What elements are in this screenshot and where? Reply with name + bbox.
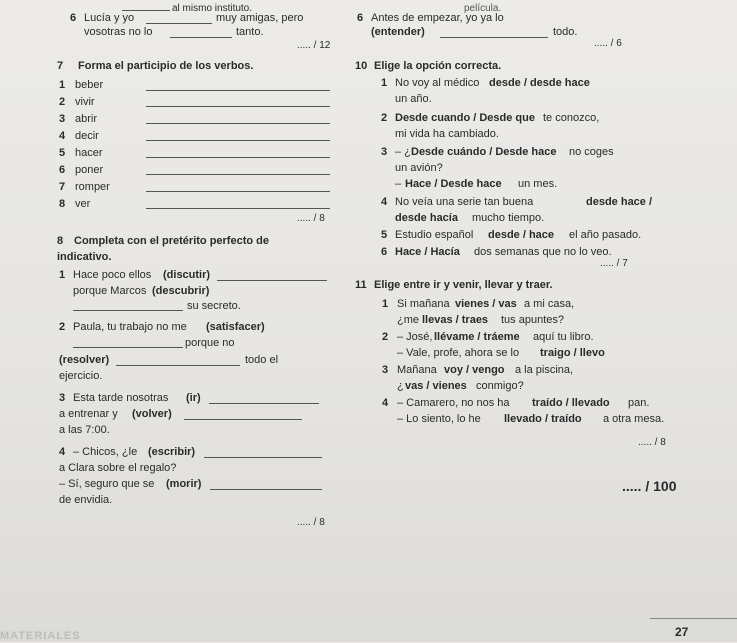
option-pair[interactable]: llevado / traído	[504, 413, 582, 425]
answer-line[interactable]	[122, 10, 170, 11]
item-text: un mes.	[518, 178, 558, 190]
item-number: 4	[59, 130, 66, 142]
item-text: vosotras no lo	[84, 26, 153, 38]
verb-label: hacer	[75, 147, 103, 159]
item-text: el año pasado.	[569, 229, 642, 241]
answer-line[interactable]	[204, 457, 322, 458]
item-text: – Vale, profe, ahora se lo	[397, 347, 520, 359]
verb-label: ver	[75, 198, 91, 210]
answer-line[interactable]	[210, 489, 322, 490]
score-box: ..... / 8	[297, 213, 325, 224]
item-text: te conozco,	[543, 112, 600, 124]
item-text: dos semanas que no lo veo.	[474, 246, 612, 258]
item-verb: (resolver)	[59, 354, 110, 366]
exercise-title: Completa con el pretérito perfecto de	[74, 235, 269, 247]
item-text: tus apuntes?	[501, 314, 564, 326]
item-number: 3	[59, 392, 66, 404]
answer-line[interactable]	[146, 208, 330, 209]
item-text: mi vida ha cambiado.	[395, 128, 499, 140]
item-text: – Sí, seguro que se	[59, 478, 155, 490]
item-text: no coges	[569, 146, 614, 158]
item-text: (entender)	[371, 26, 425, 38]
item-text: – Lo siento, lo he	[397, 413, 481, 425]
item-number: 4	[382, 397, 389, 409]
answer-line[interactable]	[146, 157, 330, 158]
answer-line[interactable]	[209, 403, 319, 404]
item-text: muy amigas, pero	[216, 12, 304, 24]
item-text: a Clara sobre el regalo?	[59, 462, 177, 474]
item-text: porque no	[185, 337, 235, 349]
item-text: a la piscina,	[515, 364, 574, 376]
item-text: Esta tarde nosotras	[73, 392, 169, 404]
item-number: 2	[59, 321, 66, 333]
exercise-title: Elige entre ir y venir, llevar y traer.	[374, 279, 553, 291]
item-number: 8	[59, 198, 66, 210]
option-pair[interactable]: vas / vienes	[405, 380, 467, 392]
answer-line[interactable]	[146, 191, 330, 192]
item-text: un avión?	[395, 162, 443, 174]
answer-line[interactable]	[146, 123, 330, 124]
page-number: 27	[675, 625, 689, 639]
item-number: 3	[59, 113, 66, 125]
item-text: todo el	[245, 354, 279, 366]
answer-line[interactable]	[146, 106, 330, 107]
verb-label: poner	[75, 164, 104, 176]
option-pair[interactable]: voy / vengo	[444, 364, 505, 376]
item-text: tanto.	[236, 26, 264, 38]
option-pair[interactable]: traigo / llevo	[540, 347, 605, 359]
item-text: de envidia.	[59, 494, 113, 506]
answer-line[interactable]	[184, 419, 302, 420]
item-number: 2	[59, 96, 66, 108]
answer-line[interactable]	[73, 310, 183, 311]
exercise-title: Forma el participio de los verbos.	[78, 60, 254, 72]
item-text: Si mañana	[397, 298, 450, 310]
total-score: ..... / 100	[622, 478, 677, 494]
item-text: su secreto.	[187, 300, 241, 312]
exercise-title: Elige la opción correcta.	[374, 60, 502, 72]
item-number: 1	[381, 77, 388, 89]
item-number: 3	[382, 364, 389, 376]
option-pair[interactable]: traído / llevado	[532, 397, 610, 409]
score-box: ..... / 8	[638, 437, 666, 448]
item-number: 6	[357, 12, 364, 24]
item-number: 1	[59, 79, 66, 91]
item-text: – José,	[397, 331, 433, 343]
item-verb: (ir)	[186, 392, 201, 404]
option-pair[interactable]: llévame / tráeme	[434, 331, 520, 343]
item-text: No voy al médico	[395, 77, 480, 89]
item-text: No veía una serie tan buena	[395, 196, 534, 208]
exercise-title: indicativo.	[57, 251, 112, 263]
footer-rule	[650, 618, 737, 619]
option-pair[interactable]: Desde cuando / Desde que	[395, 112, 535, 124]
item-verb: (volver)	[132, 408, 172, 420]
edge-text: MATERIALES	[0, 630, 81, 642]
option-pair[interactable]: llevas / traes	[422, 314, 489, 326]
score-box: ..... / 8	[297, 517, 325, 528]
verb-label: romper	[75, 181, 110, 193]
exercise-number: 8	[57, 235, 64, 247]
item-text: Mañana	[397, 364, 437, 376]
verb-label: decir	[75, 130, 99, 142]
item-number: 6	[70, 12, 77, 24]
item-text: – Camarero, no nos ha	[397, 397, 510, 409]
answer-line[interactable]	[73, 347, 183, 348]
item-text: Antes de empezar, yo ya lo	[371, 12, 504, 24]
item-text: Paula, tu trabajo no me	[73, 321, 187, 333]
item-number: 5	[59, 147, 66, 159]
item-text: conmigo?	[476, 380, 524, 392]
option-pair[interactable]: desde hacía	[395, 212, 458, 224]
item-text: todo.	[553, 26, 578, 38]
answer-line[interactable]	[170, 37, 232, 38]
item-text: aquí tu libro.	[533, 331, 594, 343]
item-text: a entrenar y	[59, 408, 118, 420]
option-pair[interactable]: Hace / Desde hace	[405, 178, 502, 190]
exercise-number: 7	[57, 60, 64, 72]
item-text: –	[395, 178, 402, 190]
item-verb: (satisfacer)	[206, 321, 265, 333]
item-number: 3	[381, 146, 388, 158]
score-box: ..... / 6	[594, 38, 622, 49]
score-box: ..... / 12	[297, 40, 331, 51]
item-verb: (escribir)	[148, 446, 196, 458]
item-text: ¿	[397, 380, 404, 392]
item-number: 1	[382, 298, 389, 310]
item-number: 4	[59, 446, 66, 458]
item-text: a mi casa,	[524, 298, 575, 310]
item-verb: (discutir)	[163, 269, 211, 281]
item-number: 6	[381, 246, 388, 258]
item-text: Estudio español	[395, 229, 474, 241]
option-pair[interactable]: desde / desde hace	[489, 77, 590, 89]
answer-line[interactable]	[146, 140, 330, 141]
item-text: porque Marcos	[73, 285, 147, 297]
answer-line[interactable]	[146, 90, 330, 91]
option-pair[interactable]: Hace / Hacía	[395, 246, 460, 258]
item-number: 2	[381, 112, 388, 124]
item-text: pan.	[628, 397, 650, 409]
item-text: mucho tiempo.	[472, 212, 545, 224]
item-number: 2	[382, 331, 389, 343]
answer-line[interactable]	[116, 365, 240, 366]
answer-line[interactable]	[217, 280, 327, 281]
item-number: 6	[59, 164, 66, 176]
option-pair[interactable]: Desde cuándo / Desde hace	[411, 146, 557, 158]
item-text: un año.	[395, 93, 432, 105]
answer-line[interactable]	[440, 37, 548, 38]
item-text: – ¿	[395, 146, 411, 158]
exercise-number: 10	[355, 60, 368, 72]
item-verb: (morir)	[166, 478, 202, 490]
exercise-number: 11	[355, 279, 367, 291]
item-text: a las 7:00.	[59, 424, 110, 436]
fragment-text: película.	[464, 3, 502, 14]
option-pair[interactable]: desde / hace	[488, 229, 555, 241]
item-text: – Chicos, ¿le	[73, 446, 138, 458]
item-number: 5	[381, 229, 388, 241]
item-text: Hace poco ellos	[73, 269, 152, 281]
option-pair[interactable]: vienes / vas	[455, 298, 517, 310]
item-text: ¿me	[397, 314, 419, 326]
score-box: ..... / 7	[600, 258, 628, 269]
item-text: Lucía y yo	[84, 12, 135, 24]
fragment-text: al mismo instituto.	[172, 3, 253, 14]
answer-line[interactable]	[146, 174, 330, 175]
item-number: 4	[381, 196, 388, 208]
verb-label: beber	[75, 79, 104, 91]
item-number: 7	[59, 181, 66, 193]
item-text: ejercicio.	[59, 370, 103, 382]
item-verb: (descubrir)	[152, 285, 210, 297]
answer-line[interactable]	[146, 23, 212, 24]
verb-label: vivir	[75, 96, 95, 108]
verb-label: abrir	[75, 113, 98, 125]
option-pair[interactable]: desde hace /	[586, 196, 653, 208]
item-number: 1	[59, 269, 66, 281]
item-text: a otra mesa.	[603, 413, 665, 425]
